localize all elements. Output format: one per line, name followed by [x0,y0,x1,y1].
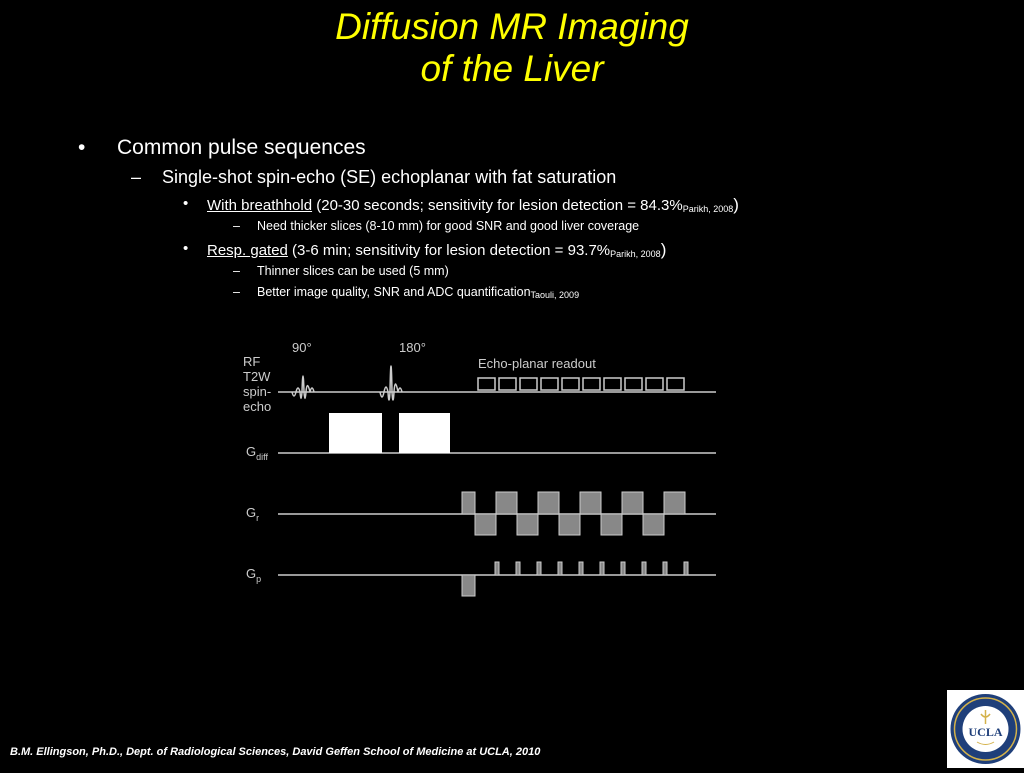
seal-graphic [947,690,1024,768]
bullet-text: Thinner slices can be used (5 mm) [257,264,449,278]
echo-box [541,378,558,390]
diffusion-lobe-1 [329,413,382,453]
ucla-seal [947,690,1024,768]
rf-label-line4: echo [243,399,272,414]
pulse-180-label: 180° [399,340,426,355]
bullet-marker: – [233,285,240,299]
phase-blip [516,562,520,575]
readout-lobe-positive [622,492,643,514]
readout-lobe-negative [601,514,622,535]
phase-blip [495,562,499,575]
readout-lobe-negative [475,514,496,535]
bullet-detail: (20-30 seconds; sensitivity for lesion detection = 84.3% [312,197,683,214]
pulse-90-label: 90° [292,340,312,355]
readout-label: Echo-planar readout [478,356,596,371]
phase-prephaser [462,575,475,596]
readout-lobe-positive [462,492,475,514]
phase-blip [600,562,604,575]
echo-box [667,378,684,390]
phase-blip [663,562,667,575]
gdiff-main: G [246,444,257,459]
readout-lobe-negative [517,514,538,535]
phase-blips [495,562,688,575]
readout-lobe-positive [664,492,685,514]
bullet-detail: (3-6 min; sensitivity for lesion detection = 93.7% [287,242,611,259]
bullet-text: Single-shot spin-echo (SE) echoplanar with fat saturation [162,167,617,187]
gr-label [246,505,259,523]
gdiff-label [246,444,268,462]
echo-box [625,378,642,390]
title-line-1: Diffusion MR Imaging [335,6,689,47]
bullet-marker: – [233,264,240,278]
citation: Taouli, 2009 [530,290,580,300]
bullet-marker: – [233,219,240,233]
echo-box [520,378,537,390]
title-line-2: of the Liver [420,48,604,89]
citation: Parikh, 2008 [682,204,734,214]
readout-lobe-positive [496,492,517,514]
gp-main: G [246,566,257,581]
bullet-text: Common pulse sequences [117,136,366,159]
echo-box [646,378,663,390]
readout-gradient-lobes [462,492,685,535]
phase-blip [558,562,562,575]
bullet-text: Need thicker slices (8-10 mm) for good SNR and good liver coverage [257,219,640,233]
close-paren: ) [733,195,739,214]
readout-lobe-positive [580,492,601,514]
gr-sub: r [256,513,260,523]
citation: Parikh, 2008 [610,249,661,259]
footer-credit: B.M. Ellingson, Ph.D., Dept. of Radiological Sciences, David Geffen School of Medicine at UCLA, 2010 [10,746,541,758]
phase-blip [579,562,583,575]
bullet-detail: Better image quality, SNR and ADC quantification [257,285,531,299]
phase-blip [642,562,646,575]
rf-label-line3: spin- [243,384,272,399]
echo-box [562,378,579,390]
echo-box [478,378,495,390]
readout-lobe-negative [559,514,580,535]
phase-blip [621,562,625,575]
bullet-marker: • [183,195,189,212]
underlined-term: Resp. gated [207,242,288,259]
rf-180-pulse [380,366,402,400]
readout-lobe-positive [538,492,559,514]
bullet-marker: • [183,240,189,257]
bullet-marker: – [131,167,142,187]
phase-blip [684,562,688,575]
underlined-term: With breathhold [207,197,313,214]
echo-box [604,378,621,390]
seal-ucla-text: UCLA [968,725,1003,739]
gr-main: G [246,505,257,520]
echo-readout-boxes [478,378,684,390]
diffusion-lobe-2 [399,413,450,453]
gp-sub: p [256,574,262,584]
echo-box [499,378,516,390]
rf-90-pulse [292,376,314,399]
rf-label-line1: RF [243,354,261,369]
phase-blip [537,562,541,575]
bullet-marker: • [78,136,86,159]
close-paren: ) [660,240,667,259]
readout-lobe-negative [643,514,664,535]
gdiff-sub: diff [256,452,268,462]
rf-label-line2: T2W [243,369,271,384]
gp-label [246,566,261,584]
echo-box [583,378,600,390]
